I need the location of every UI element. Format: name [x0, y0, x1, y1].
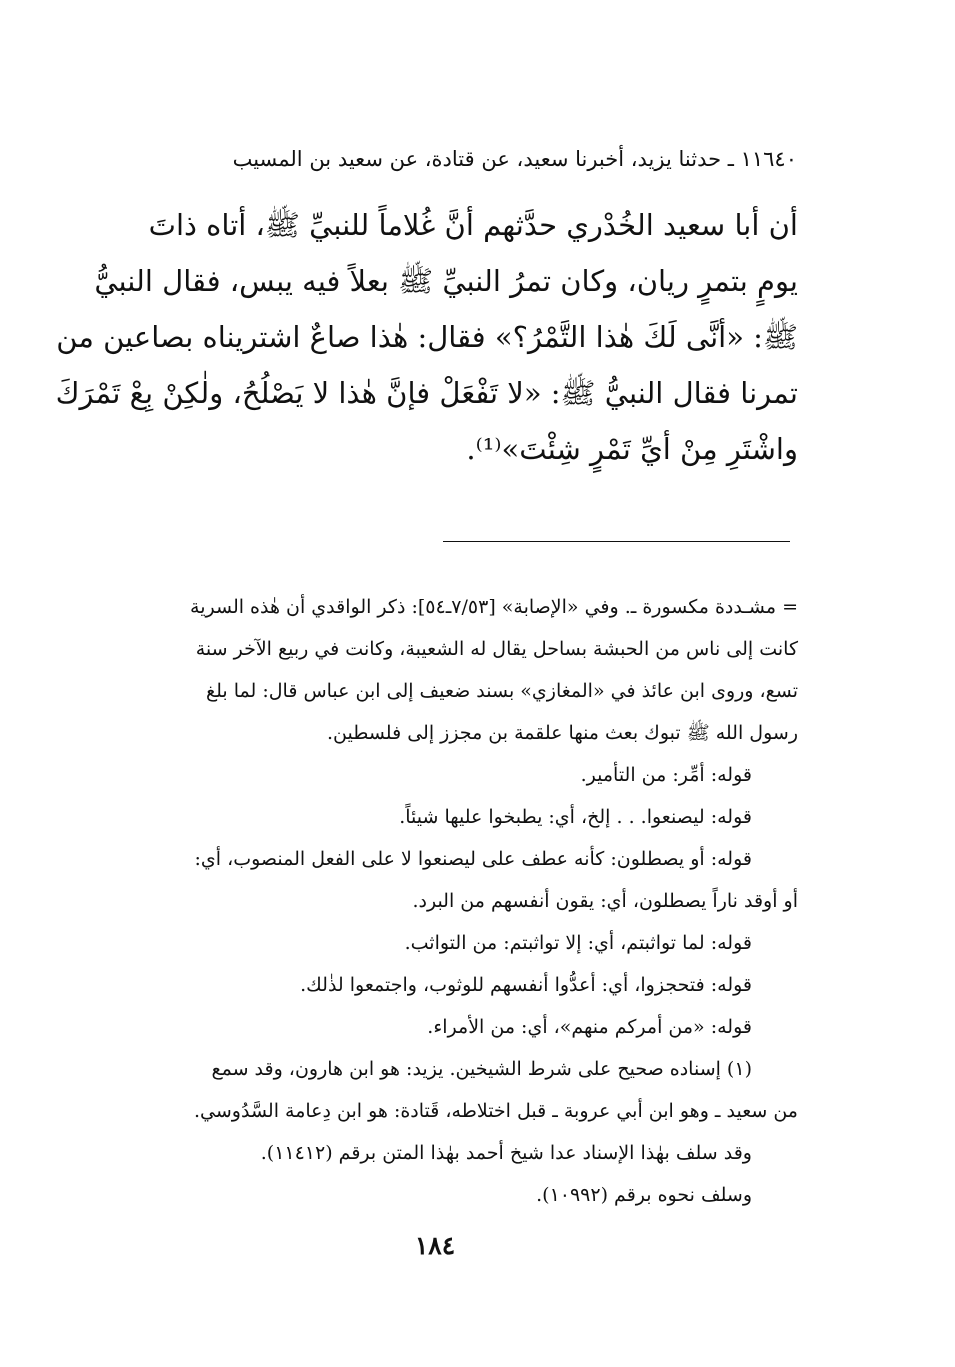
- footnote-line: رسول الله ﷺ تبوك بعث منها علقمة بن مجزز إلى فلسطين.: [327, 722, 798, 744]
- footnote-line: وسلف نحوه برقم (١٠٩٩٢).: [536, 1184, 752, 1206]
- footnote-line: أو أوقد ناراً يصطلون، أي: يقون أنفسهم من البرد.: [412, 890, 798, 912]
- footnote-line: قوله: فتحجزوا، أي: أعدُّوا أنفسهم للوثوب، واجتمعوا لذٰلك.: [300, 974, 752, 996]
- hadith-line: تمرنا فقال النبيُّ ﷺ: «لا تَفْعَلْ فإنَّ هٰذا لا يَصْلُحُ، ولٰكِنْ بِعْ تَمْرَكَ: [55, 376, 798, 410]
- footnotes: [95, 586, 798, 1216]
- footnote-line: كانت إلى ناس من الحبشة بساحل يقال له الشعيبة، وكانت في ربيع الآخر سنة: [195, 638, 798, 660]
- footnote-line: (١) إسناده صحيح على شرط الشيخين. يزيد: هو ابن هارون، وقد سمع: [211, 1058, 752, 1080]
- footnote-line: = مشـددة مكسورة ـ. وفي «الإصابة» [٧/٥٣ـ٥٤]: ذكر الواقدي أن هٰذه السرية: [190, 596, 798, 618]
- hadith-line: ﷺ: «أنَّى لَكَ هٰذا التَّمْرُ؟» فقال: هٰذا صاعٌ اشتريناه بصاعين من: [56, 320, 798, 354]
- footnote-line: قوله: أو يصطلون: كأنه عطف على ليصنعوا لا على الفعل المنصوب، أي:: [194, 848, 752, 870]
- footnote-line: من سعيد ـ وهو ابن أبي عروبة ـ قبل اختلاطه، قَتادة: هو ابن دِعامة السَّدُوسي.: [194, 1100, 798, 1122]
- hadith-line: واشْتَرِ مِنْ أيِّ تَمْرٍ شِئْتَ»⁽¹⁾.: [466, 432, 798, 466]
- hadith-line: يومٍ بتمرٍ ريان، وكان تمرُ النبيِّ ﷺ بعلاً فيه يبس، فقال النبيُّ: [94, 264, 798, 298]
- footnote-line: تسع، وروى ابن عائذ في «المغازي» بسند ضعيف إلى ابن عباس قال: لما بلغ: [206, 680, 798, 702]
- footnote-line: قوله: «من أمركم منهم»، أي: من الأمراء.: [427, 1016, 752, 1038]
- footnote-line: قوله: ليصنعوا. . . إلخ، أي: يطبخوا عليها شيئاً.: [399, 806, 752, 828]
- footnote-line: قوله: لما تواثبتم، أي: إلا تواثبتم: من التواثب.: [404, 932, 752, 954]
- hadith-isnad-header: ١١٦٤٠ ـ حدثنا يزيد، أخبرنا سعيد، عن قتادة، عن سعيد بن المسيب: [232, 147, 797, 171]
- hadith-text: [55, 197, 798, 477]
- page-number: ١٨٤: [414, 1231, 456, 1260]
- footnote-line: وقد سلف بهٰذا الإسناد عدا شيخ أحمد بهٰذا المتن برقم (١١٤١٢).: [260, 1142, 752, 1164]
- hadith-line: أن أبا سعيد الخُدْري حدَّثهم أنَّ غُلاماً للنبيِّ ﷺ، أتاه ذاتَ: [148, 208, 798, 242]
- footnote-separator: [443, 541, 790, 542]
- footnote-line: قوله: أمِّر: من التأمير.: [580, 764, 752, 786]
